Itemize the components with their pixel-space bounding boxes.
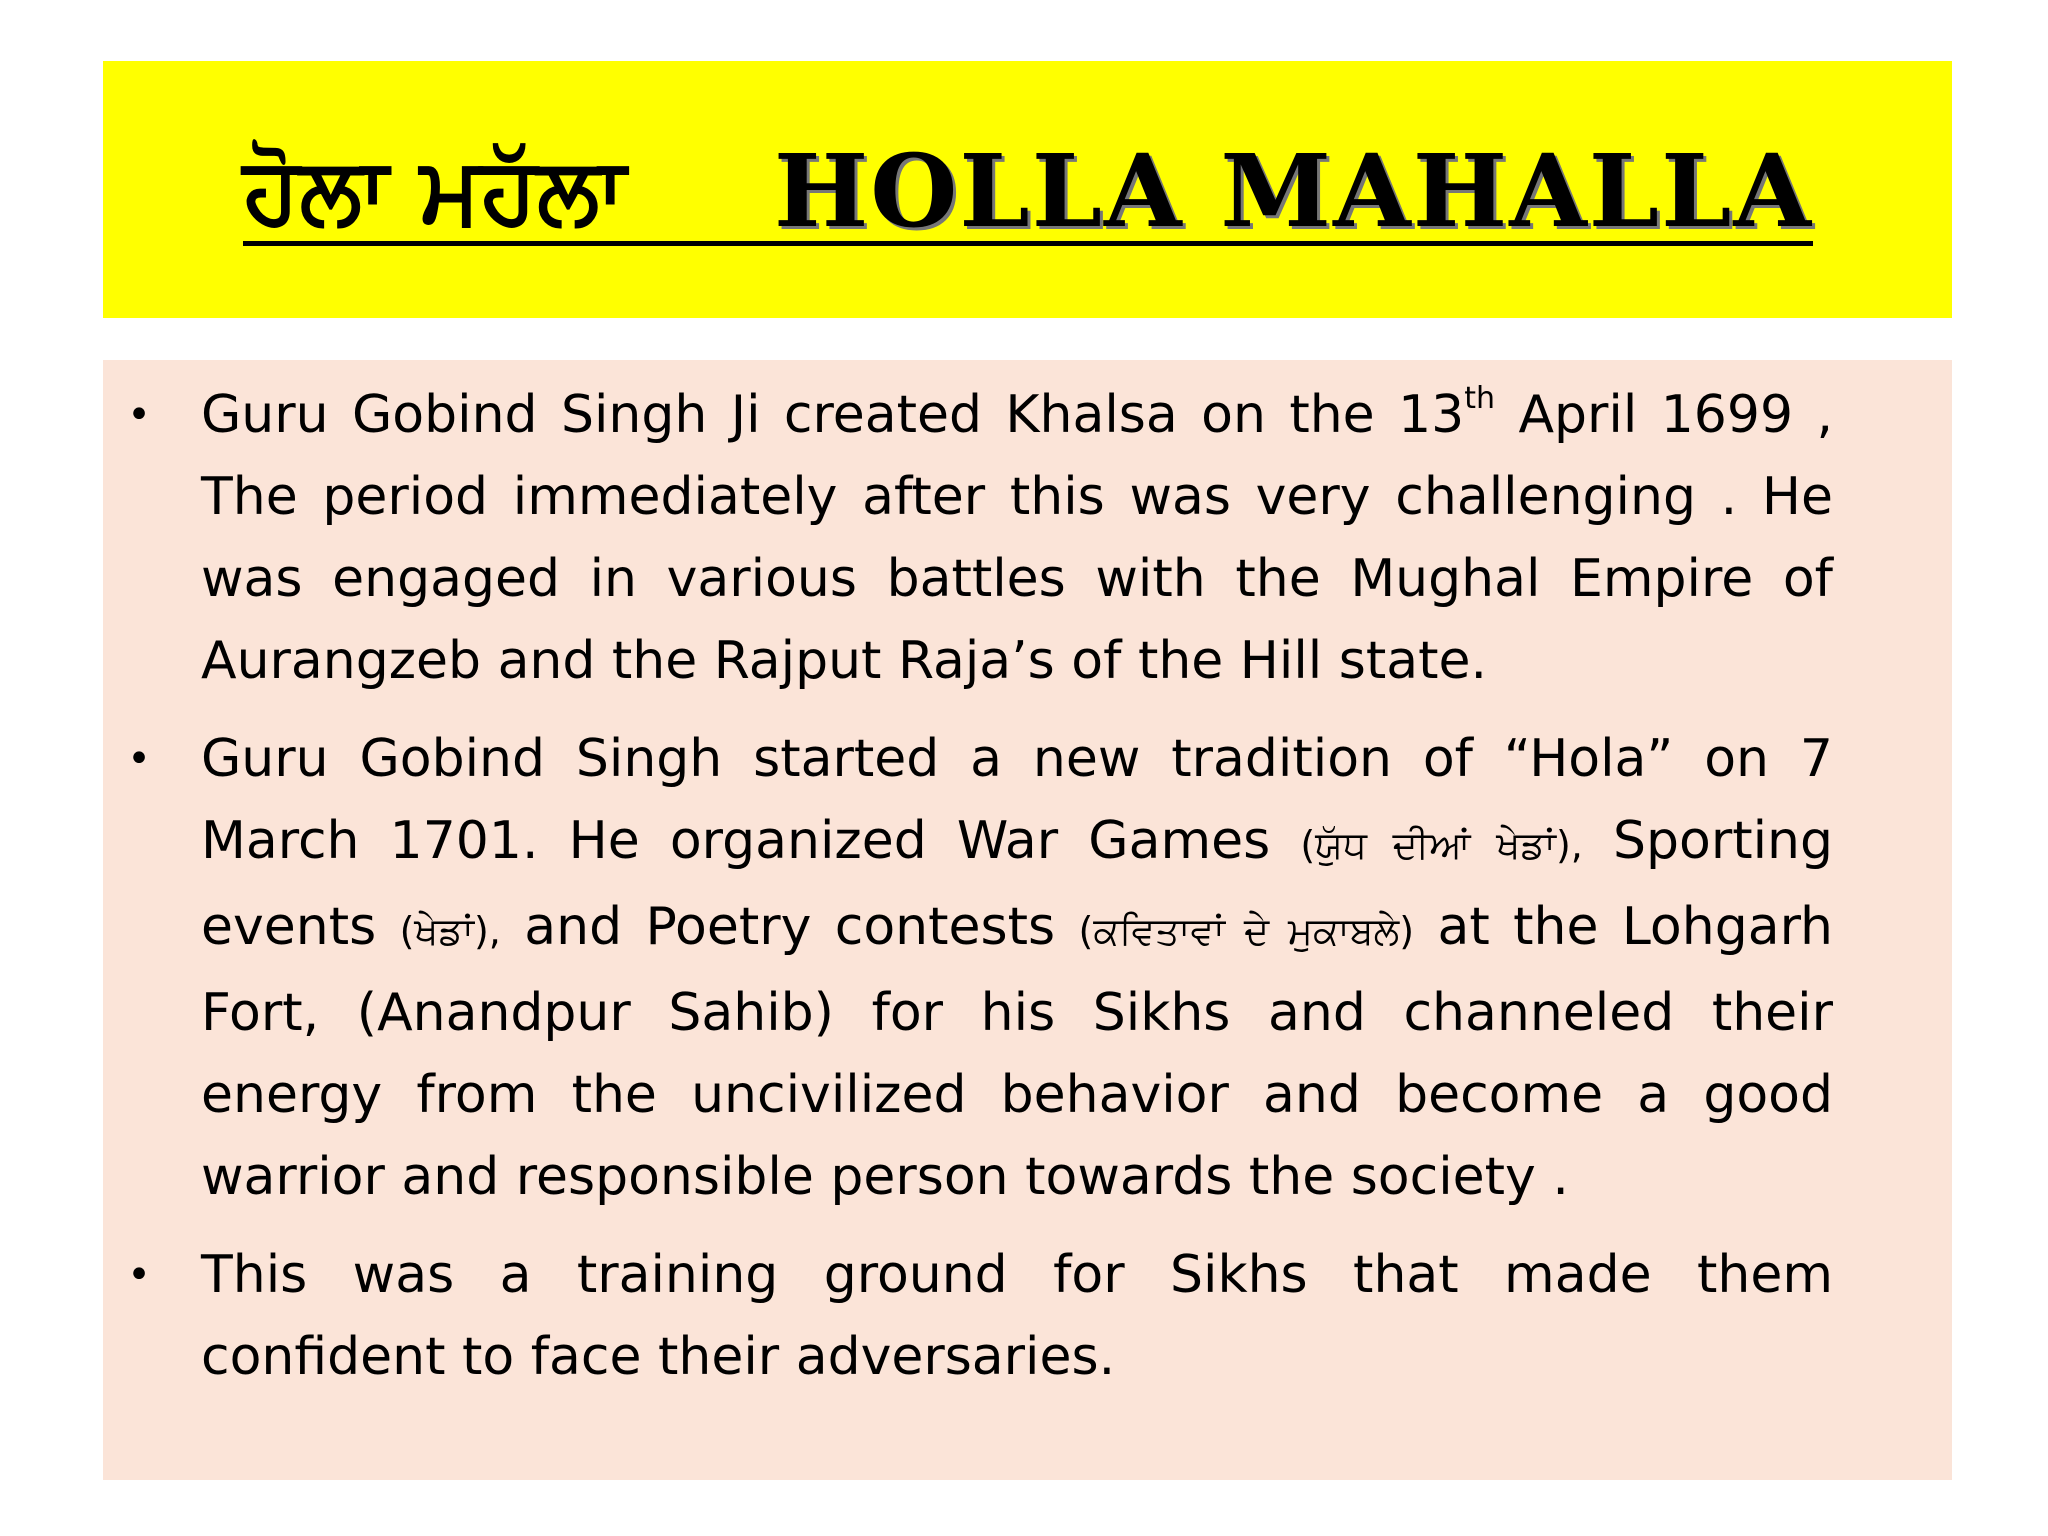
bullet-dot: •	[127, 736, 151, 782]
title-row	[243, 131, 1813, 250]
bullet-item	[127, 1234, 1833, 1398]
bullet-dot: •	[127, 1252, 151, 1298]
bullet-text: Guru Gobind Singh Ji created Khalsa on the 13	[201, 385, 1465, 445]
title-banner	[103, 61, 1952, 318]
bullet-text: April 1699 , The period immediately after this was very challenging . He was engaged in various battles with the Mughal Empire of Aurangzeb and the Rajput Raja’s of the Hill state.	[201, 385, 1834, 691]
title-punjabi: ਹੋਲਾ ਮਹੱਲਾ	[243, 137, 626, 244]
punjabi-gloss-sporting: (ਖੇਡਾਂ),	[399, 909, 501, 953]
punjabi-gloss-war-games: (ਯੁੱਧ ਦੀਆਂ ਖੇਡਾਂ),	[1300, 823, 1583, 867]
content-box	[103, 360, 1952, 1480]
superscript: th	[1464, 381, 1496, 416]
bullet-text: Guru Gobind Singh started a new tradition of “Hola” on 7 March 1701. He organized War Games	[201, 729, 1833, 871]
bullet-item	[127, 374, 1834, 702]
bullet-text: Sporting events	[201, 811, 1833, 957]
bullet-text: This was a training ground for Sikhs that made them confident to face their adversaries.	[201, 1245, 1833, 1387]
bullet-list	[127, 374, 1834, 1414]
bullet-item	[127, 718, 1833, 1218]
bullet-text: and Poetry contests	[500, 897, 1079, 957]
title-english: HOLLA MAHALLA	[773, 132, 1813, 250]
bullet-text: at the Lohgarh Fort, (Anandpur Sahib) for his Sikhs and channeled their energy from the uncivilized behavior and become a good warrior and responsible person towards the society .	[201, 897, 1833, 1207]
punjabi-gloss-poetry: (ਕਵਿਤਾਵਾਂ ਦੇ ਮੁਕਾਬਲੇ)	[1078, 909, 1415, 953]
bullet-dot: •	[127, 392, 151, 438]
